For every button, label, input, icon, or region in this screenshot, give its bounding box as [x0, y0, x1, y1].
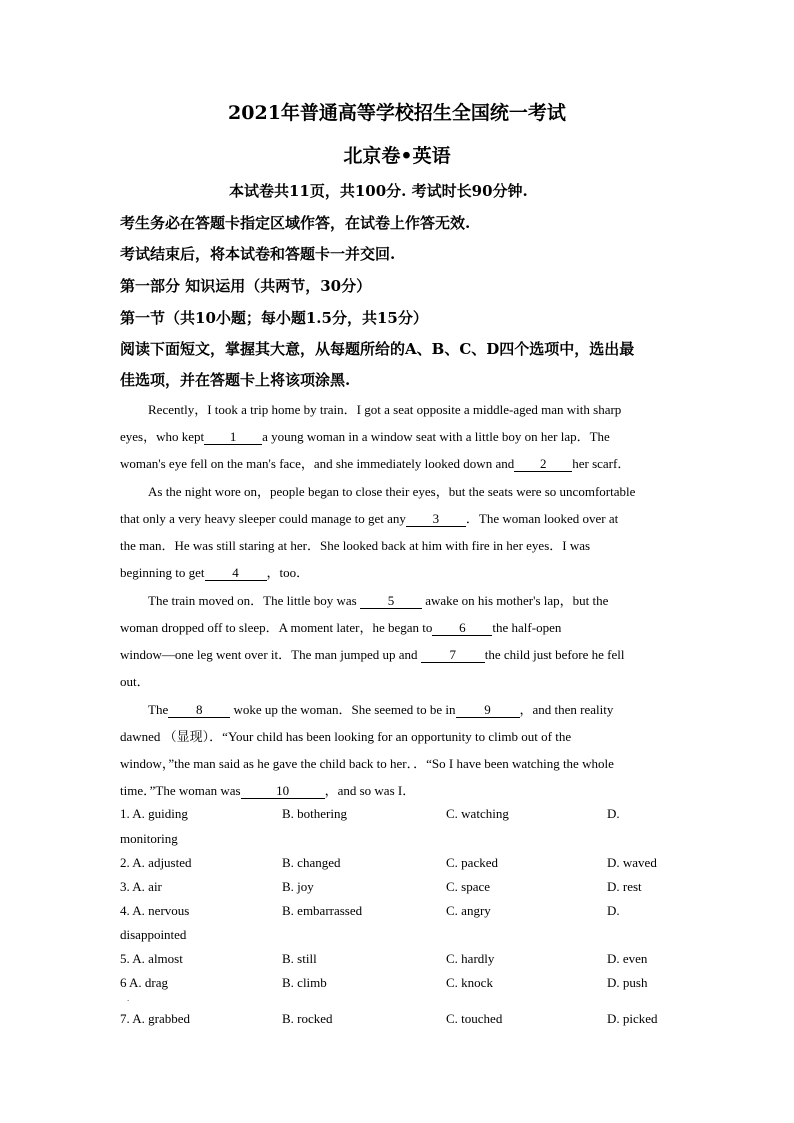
option-c: C. touched — [446, 1011, 503, 1026]
passage-line: As the night wore on，people began to close their eyes，but the seats were so uncomfortable — [148, 484, 636, 499]
option-b: B. bothering — [282, 806, 347, 821]
option-b: B. embarrassed — [282, 903, 363, 918]
instruction-line-2: 考生务必在答题卡指定区域作答，在试卷上作答无效. — [120, 214, 471, 232]
passage-line: Recently，I took a trip home by train．I got a seat opposite a middle-aged man with sharp — [148, 402, 622, 417]
option-b: B. joy — [282, 879, 314, 894]
option-d: D. even — [607, 951, 648, 966]
exam-title: 2021年普通高等学校招生全国统一考试 — [228, 102, 566, 124]
option-a: 5. A. almost — [120, 951, 183, 966]
option-d: D. — [607, 806, 620, 821]
option-d: D. rest — [607, 879, 642, 894]
option-a: 6 A. drag — [120, 975, 169, 990]
passage-line: eyes，who kept 1 a young woman in a window seat with a little boy on her lap．The — [120, 429, 610, 444]
passage-line: beginning to get 4 ，too． — [120, 565, 310, 580]
option-c: C. angry — [446, 903, 491, 918]
exam-subtitle: 北京卷•英语 — [343, 145, 451, 167]
option-d: D. waved — [607, 855, 657, 870]
passage-line: woman dropped off to sleep．A moment later，he began to 6 the half-open — [120, 620, 562, 635]
option-c: C. watching — [446, 806, 509, 821]
passage-line: window，”the man said as he gave the child back to her．．“So I have been watching the whole — [120, 756, 614, 771]
answer-blank-7: 7 — [421, 648, 485, 663]
option-b: B. changed — [282, 855, 341, 870]
passage-line: out． — [120, 674, 150, 689]
option-b: B. rocked — [282, 1011, 333, 1026]
passage-line: The train moved on．The little boy was 5 awake on his mother's lap，but the — [148, 593, 609, 608]
passage-line: window—one leg went over it．The man jumped up and 7 the child just before he fell — [120, 647, 625, 662]
directions-line-2: 佳选项，并在答题卡上将该项涂黑. — [120, 371, 351, 389]
option-d-wrap: disappointed — [120, 927, 187, 942]
option-c: C. packed — [446, 855, 498, 870]
instruction-line-3: 考试结束后，将本试卷和答题卡一并交回. — [120, 245, 396, 263]
part-heading: 第一部分 知识运用（共两节，30分） — [120, 277, 372, 295]
option-b: B. still — [282, 951, 317, 966]
instruction-line-1: 本试卷共11页，共100分. 考试时长90分钟. — [229, 182, 528, 200]
answer-blank-1: 1 — [204, 430, 262, 445]
option-c: C. space — [446, 879, 491, 894]
answer-blank-9: 9 — [456, 703, 520, 718]
option-d: D. — [607, 903, 620, 918]
answer-blank-3: 3 — [406, 512, 466, 527]
option-a: 4. A. nervous — [120, 903, 190, 918]
passage-line: time．”The woman was 10 ，and so was I． — [120, 783, 416, 798]
directions-line-1: 阅读下面短文，掌握其大意，从每题所给的A、B、C、D四个选项中，选出最 — [120, 340, 635, 358]
passage-line: dawned （显现）．“Your child has been looking for an opportunity to climb out of the — [120, 729, 572, 744]
option-d: D. picked — [607, 1011, 658, 1026]
passage-line: that only a very heavy sleeper could manage to get any 3 ．The woman looked over at — [120, 511, 619, 526]
passage-line: The 8 woke up the woman．She seemed to be in 9 ，and then reality — [148, 702, 614, 717]
passage-line: woman's eye fell on the man's face，and she immediately looked down and 2 her scarf． — [120, 456, 631, 471]
option-a: 3. A. air — [120, 879, 162, 894]
option-b: B. climb — [282, 975, 327, 990]
option-d-wrap: monitoring — [120, 831, 178, 846]
answer-blank-10: 10 — [241, 784, 325, 799]
answer-blank-5: 5 — [360, 594, 422, 609]
option-c: C. hardly — [446, 951, 495, 966]
option-a: 1. A. guiding — [120, 806, 188, 821]
option-c: C. knock — [446, 975, 493, 990]
option-d: D. push — [607, 975, 648, 990]
answer-blank-2: 2 — [514, 457, 572, 472]
answer-blank-8: 8 — [168, 703, 230, 718]
section-heading: 第一节（共10小题；每小题1.5分，共15分） — [120, 309, 428, 327]
answer-blank-6: 6 — [432, 621, 492, 636]
option-a: 7. A. grabbed — [120, 1011, 191, 1026]
passage-line: the man．He was still staring at her．She looked back at him with fire in her eyes．I was — [120, 538, 591, 553]
answer-blank-4: 4 — [205, 566, 267, 581]
option-a: 2. A. adjusted — [120, 855, 192, 870]
period-mark: . — [127, 993, 130, 1003]
